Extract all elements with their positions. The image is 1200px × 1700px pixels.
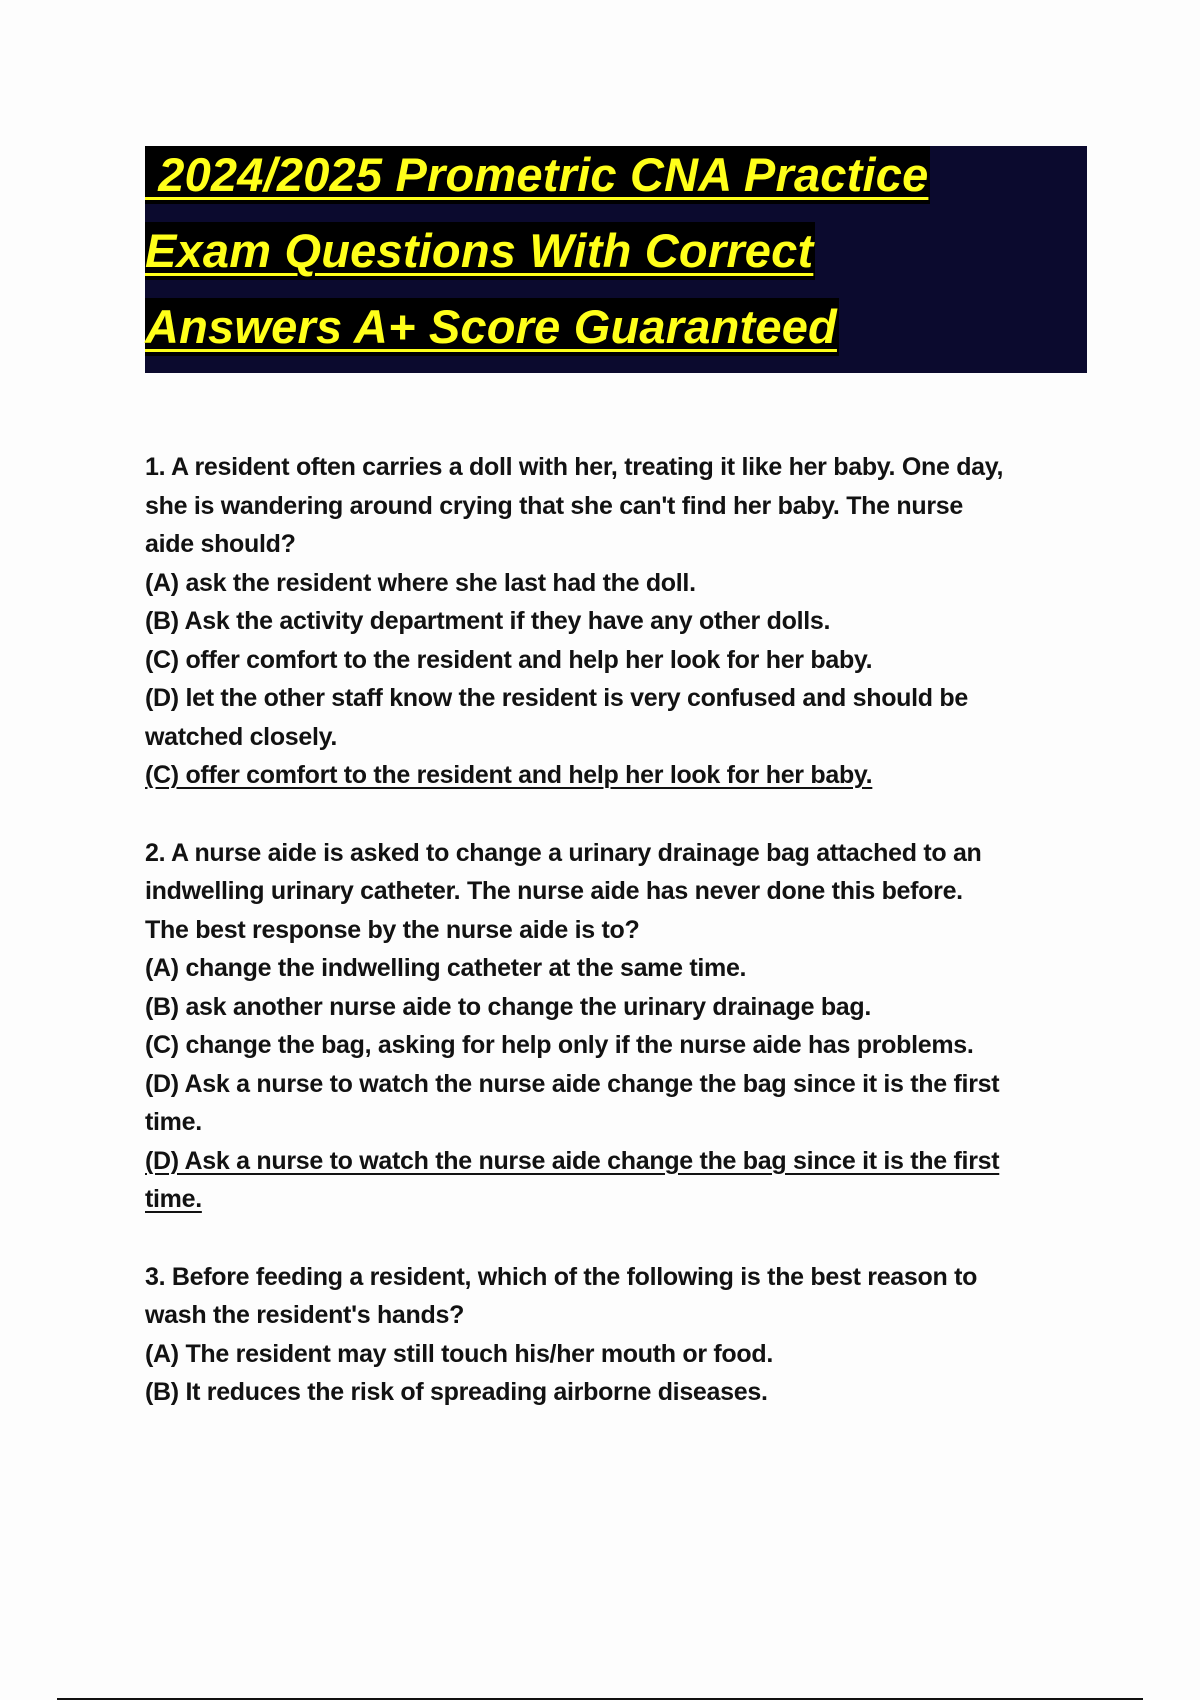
option-b: (B) It reduces the risk of spreading airborne diseases. [145,1378,768,1406]
option-a: (A) change the indwelling catheter at the same time. [145,954,747,982]
question-stem: The best response by the nurse aide is to? [145,915,640,944]
question-stem: 3. Before feeding a resident, which of the following is the best reason to [145,1262,978,1291]
title-text-3: Answers A+ Score Guaranteed [145,298,839,356]
question-stem: aide should? [145,530,296,558]
document-title-banner [145,146,1087,373]
correct-answer [145,756,1105,795]
question-stem: she is wandering around crying that she can't find her baby. The nurse [145,491,963,520]
option-c: (C) change the bag, asking for help only if the nurse aide has problems. [145,1031,974,1059]
question-stem: indwelling urinary catheter. The nurse aide has never done this before. [145,877,963,905]
option-a: (A) ask the resident where she last had the doll. [145,568,696,597]
correct-answer [145,1142,1105,1181]
option-d-cont: time. [145,1108,202,1136]
option-d: (D) let the other staff know the resident is very confused and should be [145,684,968,712]
question-stem: 1. A resident often carries a doll with her, treating it like her baby. One day, [145,453,1004,481]
title-text-1: 2024/2025 Prometric CNA Practice [145,146,930,204]
question-stem: wash the resident's hands? [145,1301,465,1329]
question-stem: 2. A nurse aide is asked to change a urinary drainage bag attached to an [145,838,982,867]
title-text-2: Exam Questions With Correct [145,222,815,280]
correct-answer-cont [145,1180,1105,1219]
question-2 [145,834,1105,1219]
option-b: (B) Ask the activity department if they have any other dolls. [145,607,831,635]
title-line-3 [145,298,1087,374]
correct-answer-text: (D) Ask a nurse to watch the nurse aide change the bag since it is the first [145,1146,1000,1175]
option-a: (A) The resident may still touch his/her mouth or food. [145,1339,773,1368]
questions-list [145,448,1105,1451]
question-1 [145,448,1105,795]
correct-answer-text: (C) offer comfort to the resident and help her look for her baby. [145,761,873,789]
option-c: (C) offer comfort to the resident and help her look for her baby. [145,645,873,674]
title-line-1 [145,146,1087,222]
option-b: (B) ask another nurse aide to change the urinary drainage bag. [145,992,872,1021]
option-d: (D) Ask a nurse to watch the nurse aide change the bag since it is the first [145,1069,1000,1098]
question-3 [145,1258,1105,1412]
option-d-cont: watched closely. [145,722,338,751]
correct-answer-text-cont: time. [145,1185,202,1213]
title-line-2 [145,222,1087,298]
